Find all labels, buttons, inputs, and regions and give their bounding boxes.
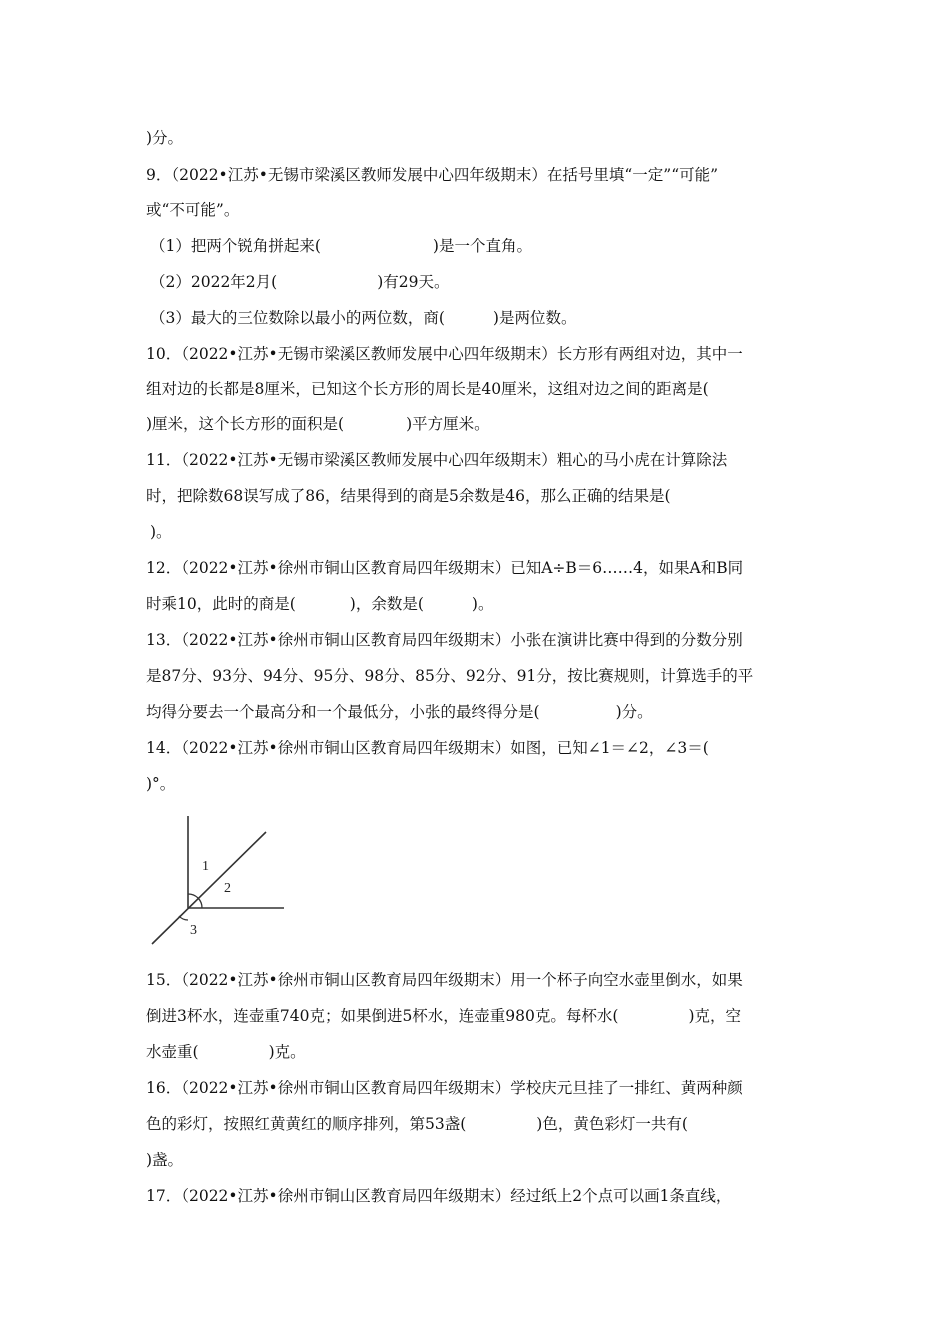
q13-line1: 13．（2022•江苏•徐州市铜山区教育局四年级期末）小张在演讲比赛中得到的分数分别 [146,631,743,649]
angle-label-1: 1 [202,859,209,874]
q11-line3: )。 [150,523,172,541]
angle-label-2: 2 [224,881,231,896]
q9-stem-line2: 或“不可能”。 [146,201,240,219]
q13-line3: 均得分要去一个最高分和一个最低分，小张的最终得分是( )分。 [146,703,653,721]
angle-diagram [140,810,290,952]
q11-line1: 11．（2022•江苏•无锡市梁溪区教师发展中心四年级期末）粗心的马小虎在计算除法 [146,451,728,469]
q9-stem-line1: 9．（2022•江苏•无锡市梁溪区教师发展中心四年级期末）在括号里填“一定”“可能” [146,166,719,184]
q14-line2: )°。 [146,775,176,793]
angle-3-arc [179,916,188,920]
q17-line1: 17．（2022•江苏•徐州市铜山区教育局四年级期末）经过纸上2个点可以画1条直线， [146,1187,732,1205]
q10-line1: 10．（2022•江苏•无锡市梁溪区教师发展中心四年级期末）长方形有两组对边，其中一 [146,345,743,363]
angle-label-3: 3 [190,923,197,938]
q10-line2: 组对边的长都是8厘米，已知这个长方形的周长是40厘米，这组对边之间的距离是( [146,380,709,398]
q12-line1: 12．（2022•江苏•徐州市铜山区教育局四年级期末）已知A÷B＝6……4，如果A和B同 [146,559,744,577]
angle-2-arc [198,898,202,908]
q13-line2: 是87分、93分、94分、95分、98分、85分、92分、91分，按比赛规则，计算选手的平 [146,667,754,685]
q14-line1: 14．（2022•江苏•徐州市铜山区教育局四年级期末）如图，已知∠1＝∠2，∠3＝( [146,739,709,757]
q11-line2: 时，把除数68误写成了86，结果得到的商是5余数是46，那么正确的结果是( [146,487,671,505]
q16-line3: )盏。 [146,1151,184,1169]
q15-line3: 水壶重( )克。 [146,1043,306,1061]
q9-part2: （2）2022年2月( )有29天。 [150,273,450,291]
angle-1-arc [188,894,198,898]
diagonal-line [152,832,266,944]
line-prev-tail: )分。 [146,129,184,147]
q15-line1: 15．（2022•江苏•徐州市铜山区教育局四年级期末）用一个杯子向空水壶里倒水，如果 [146,971,743,989]
q16-line2: 色的彩灯，按照红黄黄红的顺序排列，第53盏( )色，黄色彩灯一共有( [146,1115,688,1133]
angle-figure [140,810,290,952]
q9-part3: （3）最大的三位数除以最小的两位数，商( )是两位数。 [150,309,577,327]
q10-line3: )厘米，这个长方形的面积是( )平方厘米。 [146,415,490,433]
q9-part1: （1）把两个锐角拼起来( )是一个直角。 [150,237,532,255]
q12-line2: 时乘10，此时的商是( )，余数是( )。 [146,595,494,613]
q15-line2: 倒进3杯水，连壶重740克；如果倒进5杯水，连壶重980克。每杯水( )克，空 [146,1007,742,1025]
q16-line1: 16．（2022•江苏•徐州市铜山区教育局四年级期末）学校庆元旦挂了一排红、黄两种颜 [146,1079,743,1097]
